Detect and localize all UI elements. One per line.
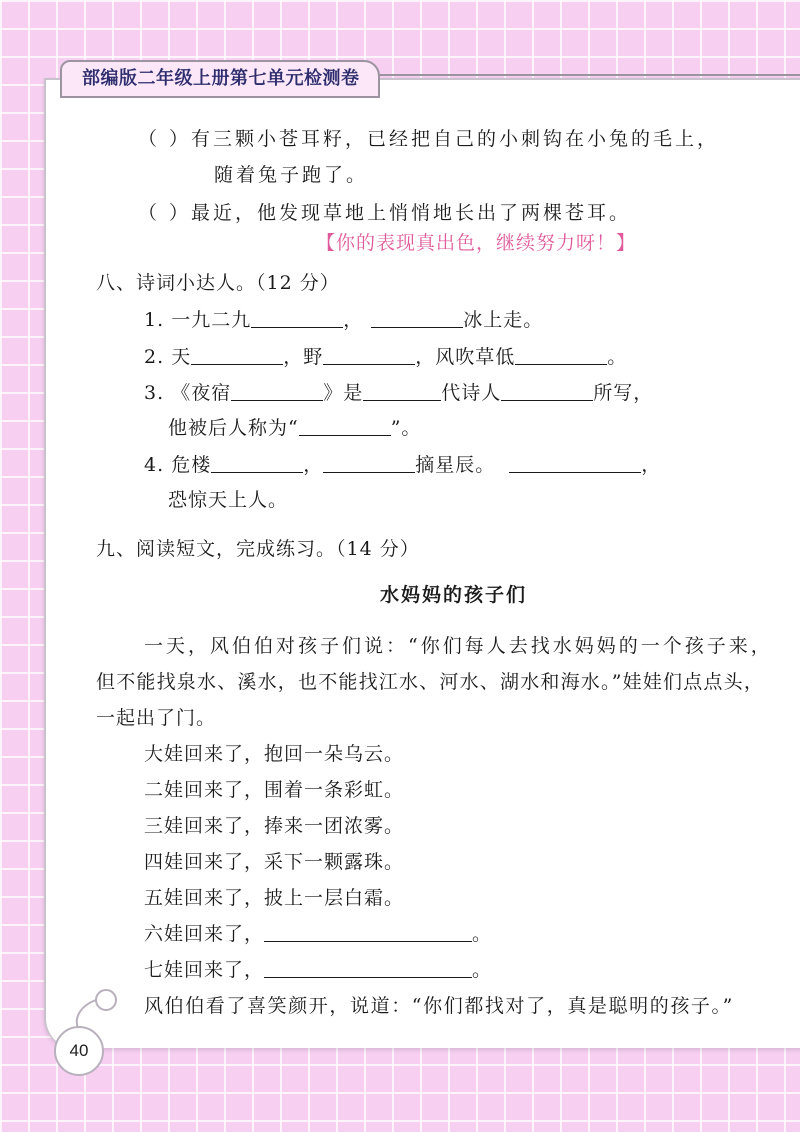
q1-text-a: 一九二九: [171, 309, 252, 331]
q3-text-d: 所写，: [593, 382, 654, 404]
story-line-3: 三娃回来了，捧来一团浓雾。: [144, 815, 405, 837]
order-item-1-continued: 随着兔子跑了。: [214, 164, 369, 186]
passage-title: 水妈妈的孩子们: [380, 584, 528, 606]
para1-line-2: 但不能找泉水、溪水，也不能找江水、河水、湖水和海水。”娃娃们点点头，: [96, 671, 765, 693]
q2-num: 2.: [144, 346, 165, 368]
q3-text-b: 》是: [323, 382, 364, 404]
section9-heading: 九、阅读短文，完成练习。（14 分）: [96, 538, 420, 560]
q3-text-f: ”。: [390, 417, 422, 439]
story-line-6-end: 。: [472, 923, 493, 945]
story-line-6-text: 六娃回来了，: [144, 923, 265, 945]
q1-num: 1.: [144, 309, 165, 331]
q3-text-c: 代诗人: [441, 382, 502, 404]
q3-text-e: 他被后人称为“: [168, 417, 299, 439]
q2-text-b: ，野: [283, 346, 324, 368]
q2-text-d: 。: [607, 346, 628, 368]
story-line-4: 四娃回来了，采下一颗露珠。: [144, 851, 405, 873]
q4-text-b: ，: [303, 454, 324, 476]
praise-banner: 【你的表现真出色，继续努力呀！】: [316, 232, 637, 254]
order-paren-1[interactable]: （ ）: [138, 128, 192, 150]
q3-num: 3.: [144, 382, 165, 404]
q4-num: 4.: [144, 454, 165, 476]
section8-heading: 八、诗词小达人。（12 分）: [96, 272, 340, 294]
page-number: 40: [54, 1026, 104, 1076]
q1-text-c: 冰上走。: [463, 309, 544, 331]
q1-text-b: ，: [343, 309, 364, 331]
story-line-7-text: 七娃回来了，: [144, 959, 265, 981]
para1-line-1: 一天，风伯伯对孩子们说：“你们每人去找水妈妈的一个孩子来，: [144, 635, 773, 657]
story-line-2: 二娃回来了，围着一条彩虹。: [144, 779, 405, 801]
q2-text-a: 天: [171, 346, 192, 368]
q4-text-a: 危楼: [171, 454, 212, 476]
q4-text-c: 摘星辰。: [415, 454, 496, 476]
story-line-1: 大娃回来了，抱回一朵乌云。: [144, 743, 405, 765]
order-paren-2[interactable]: （ ）: [138, 202, 192, 224]
story-line-7-end: 。: [472, 959, 493, 981]
q4-line-2: 恐惊天上人。: [168, 489, 289, 511]
order-text-1: 有三颗小苍耳籽，已经把自己的小刺钩在小兔的毛上，: [191, 128, 720, 150]
page-header-title: 部编版二年级上册第七单元检测卷: [60, 60, 380, 98]
para1-line-3: 一起出了门。: [96, 707, 217, 729]
q4-text-d: ，: [641, 454, 662, 476]
q3-text-a: 《夜宿: [171, 382, 232, 404]
story-last-line: 风伯伯看了喜笑颜开，说道：“你们都找对了，真是聪明的孩子。”: [144, 995, 734, 1017]
order-text-2: 最近，他发现草地上悄悄地长出了两棵苍耳。: [191, 202, 632, 224]
story-line-5: 五娃回来了，披上一层白霜。: [144, 887, 405, 909]
q2-text-c: ，风吹草低: [415, 346, 516, 368]
